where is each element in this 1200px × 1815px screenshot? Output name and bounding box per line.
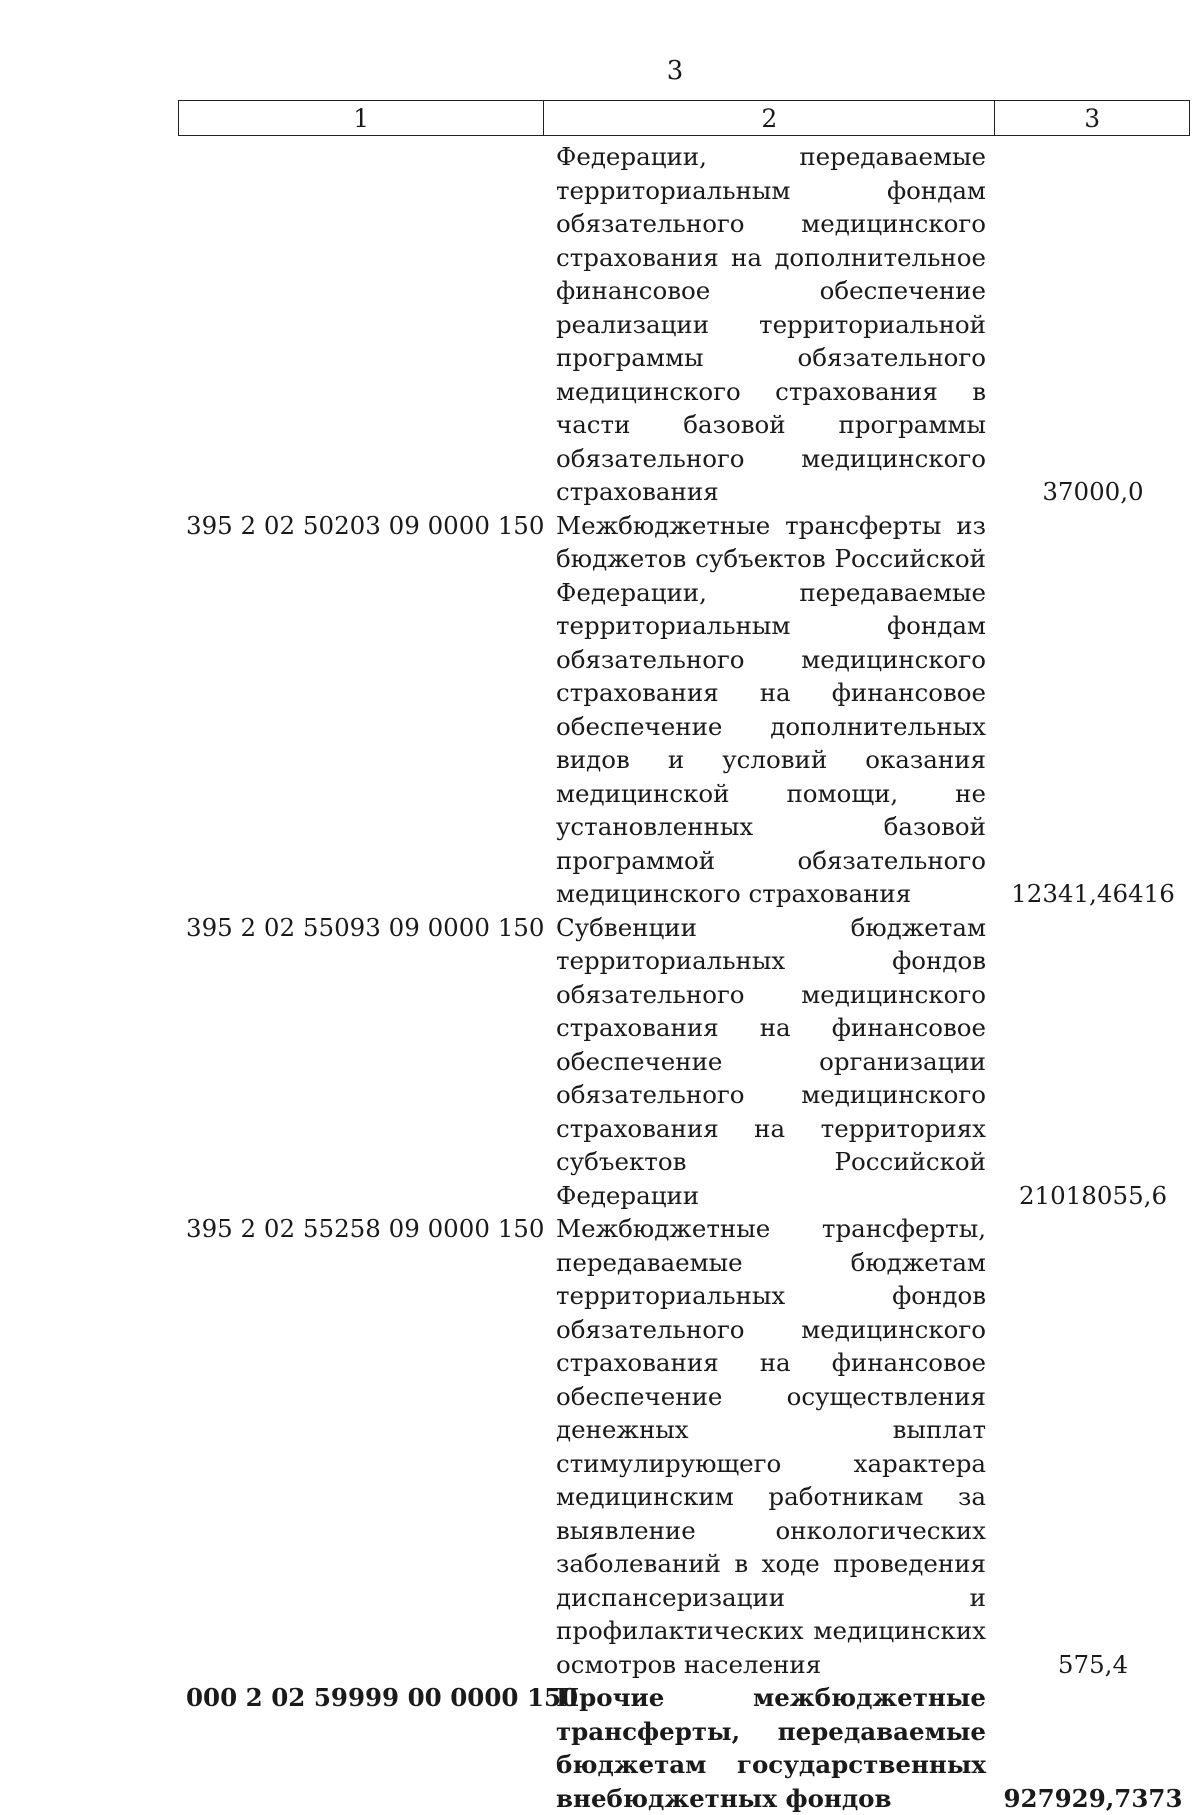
- table-row: [178, 1212, 1190, 1681]
- row-description: Межбюджетные трансферты, передаваемые бюджетам территориальных фондов обязательного медицинского страхования на финансовое обеспечение осуществления денежных выплат стимулирующего характера медицинским работникам за выявление онкологических заболеваний в ходе проведения диспансеризации и профилактических медицинских осмотров населения: [556, 1214, 986, 1679]
- table-header: [178, 100, 1190, 136]
- row-description: Субвенции бюджетам территориальных фондов обязательного медицинского страхования на финансовое обеспечение организации обязательного медицинского страхования на территориях субъектов Российской Федерации: [556, 912, 986, 1210]
- row-amount: 37000,0: [1042, 477, 1144, 506]
- row-description: Прочие межбюджетные трансферты, передаваемые бюджетам государственных внебюджетных фондов: [556, 1683, 986, 1813]
- table-row: [178, 911, 1190, 1213]
- row-amount: 927929,7373: [1003, 1783, 1183, 1813]
- column-header-3: 3: [1084, 103, 1101, 133]
- row-description: Межбюджетные трансферты из бюджетов субъектов Российской Федерации, передаваемые территориальным фондам обязательного медицинского страхования на финансовое обеспечение дополнительных видов и условий оказания медицинской помощи, не установленных базовой программой обязательного медицинского страхования: [556, 510, 986, 908]
- budget-code: 395 2 02 55093 09 0000 150: [186, 912, 545, 942]
- budget-code: 000 2 02 59999 00 0000 150: [186, 1683, 579, 1712]
- page-number: 3: [666, 56, 684, 86]
- budget-code: 395 2 02 55258 09 0000 150: [186, 1214, 545, 1243]
- table-row: [178, 509, 1190, 911]
- table-row-total: [178, 1681, 1190, 1815]
- row-amount: 12341,46416: [1011, 879, 1175, 908]
- table-row: [178, 140, 1190, 509]
- table-body: [178, 140, 1190, 1815]
- row-amount: 575,4: [1057, 1649, 1129, 1679]
- row-description: Федерации, передаваемые территориальным фондам обязательного медицинского страхования на дополнительное финансовое обеспечение реализации территориальной программы обязательного медицинского страхования в части базовой программы обязательного медицинского страхования: [556, 142, 986, 506]
- column-header-2: 2: [544, 101, 995, 135]
- budget-code: [178, 140, 544, 509]
- column-header-1: 1: [179, 101, 544, 135]
- row-amount: 21018055,6: [1018, 1180, 1168, 1210]
- budget-code: 395 2 02 50203 09 0000 150: [186, 510, 545, 540]
